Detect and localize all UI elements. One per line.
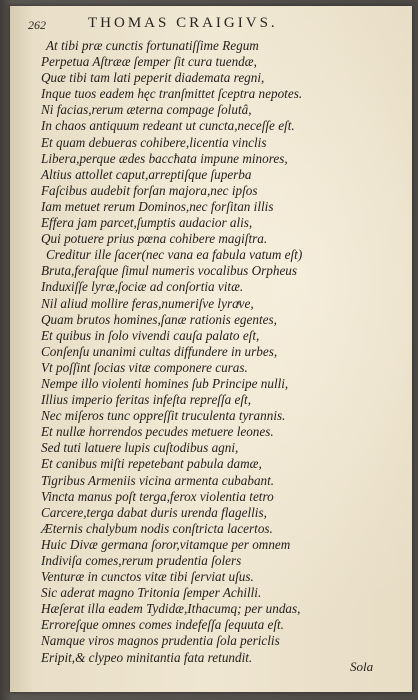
verse-line: Erroreſque omnes comes indefeſſa ſequuta eſt. (41, 617, 284, 633)
verse-line: Vincta manus poſt terga,ferox violentia tetro (41, 488, 274, 504)
page-header (10, 14, 412, 36)
verse-line: Quam brutos homines,ſanæ rationis egentes, (41, 311, 277, 327)
verse-line: Nec miſeros tunc oppreſſit truculenta tyrannis. (41, 408, 286, 424)
verse-line: Vt poſſint ſocias vitæ componere curas. (41, 359, 248, 375)
verse-line: Libera,perque ædes baccħata impune minores, (41, 150, 288, 166)
verse-line: Sic aderat magno Tritonia ſemper Achilli. (41, 585, 262, 601)
verse-line: Namque viros magnos prudentia ſola periclis (41, 633, 280, 649)
verse-line: Eripit,& clypeo minitantia fata retundit. (41, 649, 253, 665)
verse-line: In chaos antiquum redeant ut cuncta,neceſſe eſt. (41, 118, 295, 134)
verse-line: Qui potuere prius pœna cohibere magiſtra. (41, 231, 268, 247)
verse-line: Carcere,terga dabat duris urenda flagellis, (41, 504, 267, 520)
verse-line: Et quibus in ſolo vivendi cauſa palato eſt, (41, 327, 260, 343)
verse-line: Æternis chalybum nodis conſtricta lacertos. (41, 520, 273, 536)
verse-line: Quæ tibi tam lati peperit diademata regni, (41, 70, 265, 86)
verse-line: At tibi præ cunctis fortunatiſſime Regum (46, 38, 259, 53)
verse-line: Venturæ in cunctos vitæ tibi ſerviat uſus. (41, 569, 254, 585)
verse-line: Et nullæ horrendos pecudes metuere leones. (41, 424, 274, 440)
verse-line: Effera jam parcet,ſumptis audacior alis, (41, 215, 253, 231)
verse-line: Nempe illo violenti homines ſub Principe nulli, (41, 375, 289, 391)
page-number: 262 (28, 18, 46, 32)
verse-line: Sed tuti latuere lupis cuſtodibus agni, (41, 440, 239, 456)
verse-line: Hæſerat illa eadem Tydidæ,Ithacumq; per undas, (41, 601, 301, 617)
verse-line: Indiviſa comes,rerum prudentia ſolers (41, 553, 242, 568)
verse-line: Ni facias,rerum æterna compage ſolutâ, (41, 102, 252, 118)
verse-line: Et canibus miſti repetebant pabula damæ, (41, 456, 262, 472)
verse-line: Creditur ille ſacer(nec vana ea fabula vatum eſt) (46, 247, 303, 263)
running-head: THOMAS CRAIGIVS. (88, 15, 278, 31)
verse-line: Huic Divæ germana ſoror,vitamque per omnem (41, 536, 291, 552)
verse-line: Et quam debueras cohibere,licentia vinclis (41, 134, 267, 150)
book-page (10, 6, 412, 692)
verse-line: Perpetua Aſtrææ ſemper ſit cura tuendæ, (41, 54, 257, 70)
verse-line: Illius imperio feritas infeſta repreſſa eſt, (41, 392, 252, 408)
verse-line: Conſenſu unanimi cultas diffundere in urbes, (41, 343, 278, 359)
verse-line: Iam metuet rerum Dominos,nec forſitan illis (41, 198, 274, 214)
verse-text-block (41, 38, 407, 666)
verse-line: Induxiſſe lyræ,ſociæ ad conſortia vitæ. (41, 279, 244, 295)
verse-line: Inque tuos eadem hęc tranſmittet ſceptra nepotes. (41, 86, 303, 102)
catchword: Sola (350, 659, 374, 674)
verse-line: Faſcibus audebit forſan majora,nec ipſos (41, 182, 258, 198)
verse-line: Bruta,feraſque ſimul numeris vocalibus Orpheus (41, 263, 298, 279)
verse-line: Tigribus Armeniis vicina armenta cubabant. (41, 472, 275, 488)
verse-line: Altius attollet caput,arreptiſque ſuperba (41, 166, 252, 182)
verse-line: Nil aliud mollire feras,numeriſve lyraͤve, (41, 295, 254, 311)
